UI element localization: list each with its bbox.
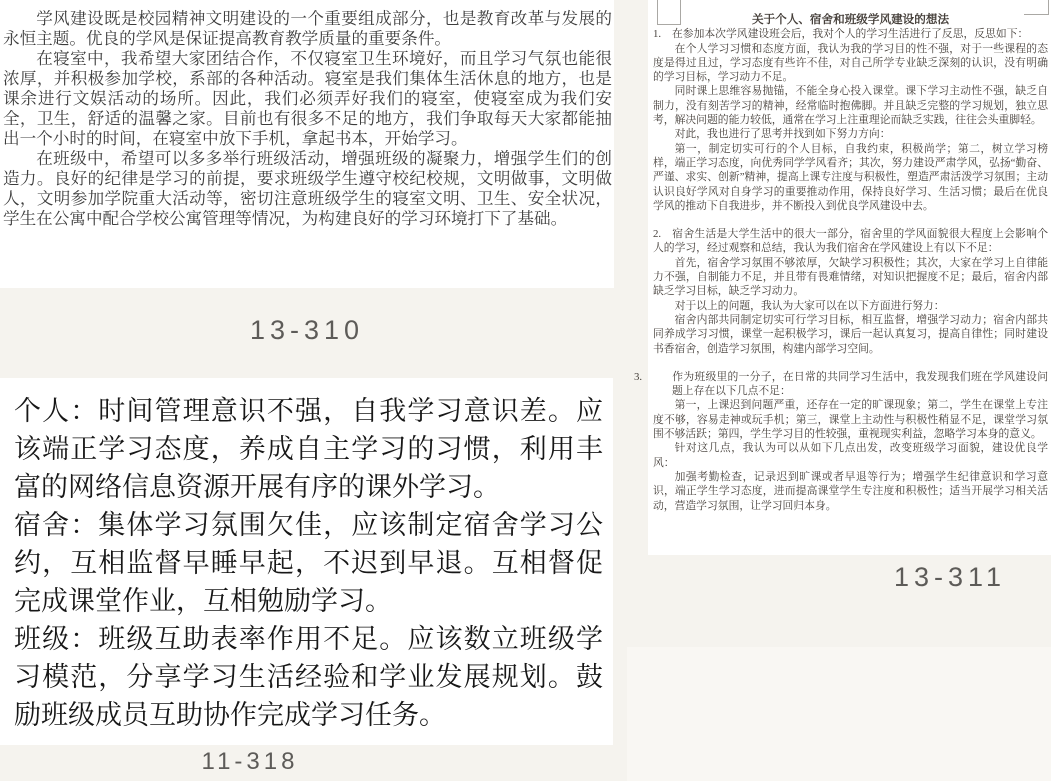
document-page-image[interactable] (634, 0, 1051, 555)
room-label: 13-311 (893, 562, 1007, 592)
paragraph: 针对这几点，我认为可以从如下几点出发，改变班级学习面貌，建设优良学风： (653, 442, 1048, 469)
study-note-image[interactable] (0, 0, 614, 288)
paragraph: 班级：班级互助表率作用不足。应该数立班级学习模范，分享学习生活经验和学业发展规划。鼓励班级成员互助协作完成学习任务。 (14, 624, 603, 730)
room-label: 13-310 (249, 315, 365, 345)
section-number: 3. (634, 370, 643, 383)
study-note-text (0, 0, 614, 229)
paragraph: 对于以上的问题，我认为大家可以在以下方面进行努力： (674, 299, 945, 312)
crop-corner-left-icon (657, 0, 681, 25)
background-strip (627, 647, 1051, 781)
section-lead (653, 227, 1048, 256)
document-text (634, 0, 1051, 513)
paragraph: 对此，我也进行了思考并找到如下努力方向： (674, 128, 891, 141)
paragraph: 宿舍：集体学习氛围欠佳，应该制定宿舍学习公约，互相监督早睡早起，不迟到早退。互相督促完成课堂作业，互相勉励学习。 (14, 510, 603, 616)
paragraph: 学风建设既是校园精神文明建设的一个重要组成部分，也是教育改革与发展的永恒主题。优良的学风是保证提高教育教学质量的重要条件。 (3, 9, 612, 48)
paragraph: 宿舍内部共同制定切实可行学习目标，相互监督，增强学习动力；宿舍内部共同养成学习习惯，课堂一起积极学习，课后一起认真复习，提高自律性；同时建设书香宿舍，创造学习氛围，构建内部学习空间。 (653, 313, 1048, 355)
document-title: 关于个人、宿舍和班级学风建设的想法 (751, 13, 950, 26)
paragraph: 第一，制定切实可行的个人目标，自我约束，积极尚学；第二，树立学习榜样，端正学习态度，向优秀同学学风看齐；其次，努力建设严肃学风，弘扬“勤奋、严谨、求实、创新”精神，提高上课专注度与积极性，塑造严肃活泼学习氛围；主动认识良好学风对自身学习的重要推动作用，保持良好学习、生活习惯；最后在优良学风的推动下自我进步，并不断投入到优良学风建设中去。 (653, 142, 1048, 212)
summary-note-text (0, 378, 613, 734)
section-lead-text: 宿舍生活是大学生活中的很大一部分，宿舍里的学风面貌很大程度上会影响个人的学习，经过观察和总结，我认为我们宿舍在学风建设上有以下不足： (653, 228, 1048, 255)
crop-corner-right-icon (1024, 0, 1049, 15)
section-lead (634, 370, 1048, 399)
section-lead (653, 27, 1048, 41)
paragraph: 第一，上课迟到问题严重，还存在一定的旷课现象；第二，学生在课堂上专注度不够，容易走神或玩手机；第三，课堂上主动性与积极性稍显不足，课堂学习氛围不够活跃；第四，学生学习目的性较强，重视现实利益，忽略学习本身的意义。 (653, 399, 1048, 441)
section-lead-text: 在参加本次学风建设班会后，我对个人的学习生活进行了反思，反思如下： (672, 28, 1029, 41)
paragraph: 在班级中，希望可以多多举行班级活动，增强班级的凝聚力，增强学生们的创造力。良好的纪律是学习的前提，要求班级学生遵守校纪校规，文明做事，文明做人，文明参加学院重大活动等，密切注意班级学生的寝室文明、卫生、安全状况，学生在公寓中配合学校公寓管理等情况，为构建良好的学习环境打下了基础。 (3, 149, 612, 228)
paragraph: 首先，宿舍学习氛围不够浓厚，欠缺学习积极性；其次，大家在学习上自律能力不强，自制能力不足，并且带有畏难情绪，对知识把握度不足；最后，宿舍内部缺乏学习目标，缺乏学习动力。 (653, 256, 1048, 298)
section-lead-text: 作为班级里的一分子，在日常的共同学习生活中，我发现我们班在学风建设问题上存在以下几点不足： (672, 370, 1048, 398)
paragraph: 在寝室中，我希望大家团结合作，不仅寝室卫生环境好，而且学习气氛也能很浓厚，并积极参加学校，系部的各种活动。寝室是我们集体生活休息的地方，也是课余进行文娱活动的场所。因此，我们必须弄好我们的寝室，使寝室成为我们安全，卫生，舒适的温馨之家。目前也有很多不足的地方，我们争取每天大家都能抽出一个小时的时间，在寝室中放下手机，拿起书本，开始学习。 (3, 49, 612, 148)
summary-note-image[interactable] (0, 378, 613, 745)
section-number: 2. (653, 228, 662, 241)
paragraph: 个人：时间管理意识不强，自我学习意识差。应该端正学习态度，养成自主学习的习惯，利用丰富的网络信息资源开展有序的课外学习。 (14, 396, 603, 502)
room-label: 11-318 (201, 748, 299, 775)
paragraph: 同时课上思维容易抛锚，不能全身心投入课堂。课下学习主动性不强，缺乏自制力，没有刻苦学习的精神，经常临时抱佛脚。并且缺乏完整的学习规划，独立思考，解决问题的能力较低，通常在学习上注重理论而缺乏实践，往往会头重脚轻。 (653, 85, 1048, 127)
paragraph: 在个人学习习惯和态度方面，我认为我的学习目的性不强，对于一些课程的态度是得过且过，学习态度有些许不佳，对自己所学专业缺乏深刻的认识，没有明确的学习目标，学习动力不足。 (653, 42, 1048, 84)
section-number: 1. (653, 28, 662, 41)
paragraph: 加强考勤检查，记录迟到旷课或者早退等行为；增强学生纪律意识和学习意识，端正学生学习态度，进而提高课堂学生专注度和积极性；适当开展学习相关活动，营造学习氛围，让学习回归本身。 (653, 470, 1048, 512)
